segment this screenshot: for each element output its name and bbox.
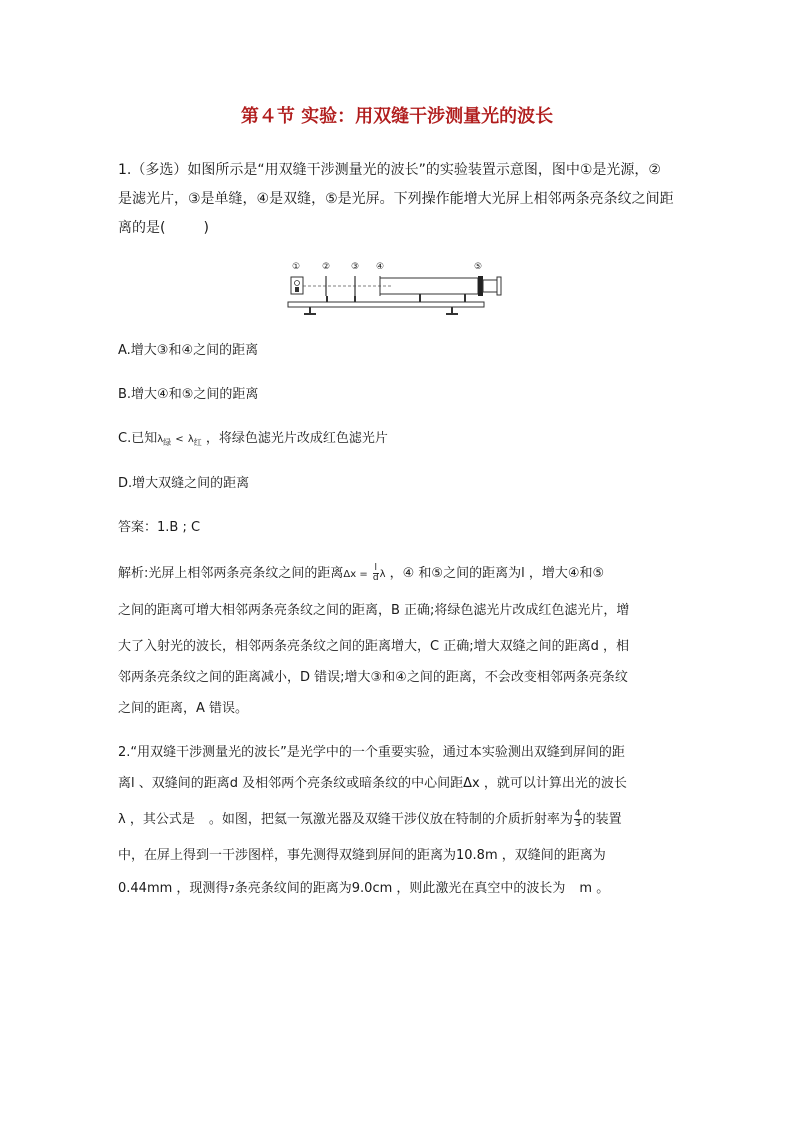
- label-5: ⑤: [473, 262, 483, 272]
- q2-line3-pre: λ ，其公式是: [118, 812, 195, 827]
- lambda: λ: [379, 569, 386, 580]
- lens-tube: [380, 278, 478, 294]
- q1-line2: 是滤光片，③是单缝，④是双缝，⑤是光屏。下列操作能增大光屏上相邻两条亮条纹之间距: [118, 191, 674, 207]
- label-4: ④: [375, 262, 385, 272]
- seven: 7: [228, 884, 235, 895]
- option-d: D.增大双缝之间的距离: [118, 476, 250, 491]
- label-2: ②: [321, 262, 331, 272]
- q2-line5: [118, 879, 609, 900]
- option-b: B.增大④和⑤之间的距离: [118, 387, 259, 402]
- apparatus-figure: [280, 256, 520, 320]
- q2-line5-pre: 0.44mm ，现测得: [118, 881, 229, 896]
- analysis-post: ，④ 和⑤之间的距离为l ，增大④和⑤: [389, 566, 605, 581]
- q2-line3: [118, 810, 622, 830]
- fraction-l-over-d: [373, 564, 379, 583]
- eyepiece: [483, 280, 497, 292]
- sub-green: 绿: [163, 438, 172, 447]
- frac-den: d: [372, 573, 379, 583]
- frac-num-4: 4: [574, 809, 581, 819]
- analysis-line1: [118, 564, 604, 585]
- refractive-index-fraction: [574, 810, 582, 829]
- label-1: ①: [291, 262, 301, 272]
- analysis-line2: 之间的距离可增大相邻两条亮条纹之间的距离，B 正确;将绿色滤光片改成红色滤光片，增: [118, 603, 630, 618]
- q2-line5-post: 条亮条纹间的距离为9.0cm ，则此激光在真空中的波长为: [234, 881, 566, 896]
- frac-num: l: [374, 563, 377, 573]
- q1-line3-pre: 离的是(: [118, 220, 166, 236]
- page-title: 第４节 实验：用双缝干涉测量光的波长: [240, 106, 554, 127]
- answer: 答案：1.B ; C: [118, 520, 201, 535]
- lambda-green: λ: [157, 434, 164, 445]
- q1-line3: [118, 218, 209, 238]
- analysis-line4: 邻两条亮条纹之间的距离减小，D 错误;增大③和④之间的距离，不会改变相邻两条亮条纹: [118, 670, 628, 685]
- q2-line1: 2.“用双缝干涉测量光的波长”是光学中的一个重要实验，通过本实验测出双缝到屏间的距: [118, 745, 625, 760]
- q2-line3-post: 的装置: [582, 812, 622, 827]
- lambda-red: λ: [187, 434, 194, 445]
- delta-x: Δx =: [343, 569, 368, 580]
- label-3: ③: [350, 262, 360, 272]
- option-a: A.增大③和④之间的距离: [118, 343, 259, 358]
- analysis-pre: 解析:光屏上相邻两条亮条纹之间的距离: [118, 566, 344, 581]
- q2-line5-unit: m 。: [579, 881, 610, 896]
- q2-line3-mid: 。如图，把氦一氖激光器及双缝干涉仪放在特制的介质折射率为: [208, 812, 573, 827]
- sub-red: 红: [193, 438, 202, 447]
- q1-line3-post: ): [203, 220, 209, 236]
- analysis-line5: 之间的距离，A 错误。: [118, 701, 249, 716]
- screen: [478, 276, 483, 296]
- option-c: [118, 429, 388, 453]
- q2-line4: 中，在屏上得到一干涉图样，事先测得双缝到屏间的距离为10.8m ，双缝间的距离为: [118, 848, 606, 863]
- option-c-pre: C.已知: [118, 431, 158, 446]
- frac-den-3: 3: [574, 819, 581, 829]
- analysis-line3: 大了入射光的波长，相邻两条亮条纹之间的距离增大，C 正确;增大双缝之间的距离d ，相: [118, 639, 629, 654]
- less-than: <: [175, 434, 184, 445]
- option-c-post: ，将绿色滤光片改成红色滤光片: [205, 431, 388, 446]
- optical-bench: [288, 302, 484, 307]
- q1-line1: 1.（多选）如图所示是“用双缝干涉测量光的波长”的实验装置示意图，图中①是光源，②: [118, 162, 661, 178]
- q2-line2: 离l 、双缝间的距离d 及相邻两个亮条纹或暗条纹的中心间距Δx ，就可以计算出光的波长: [118, 776, 627, 791]
